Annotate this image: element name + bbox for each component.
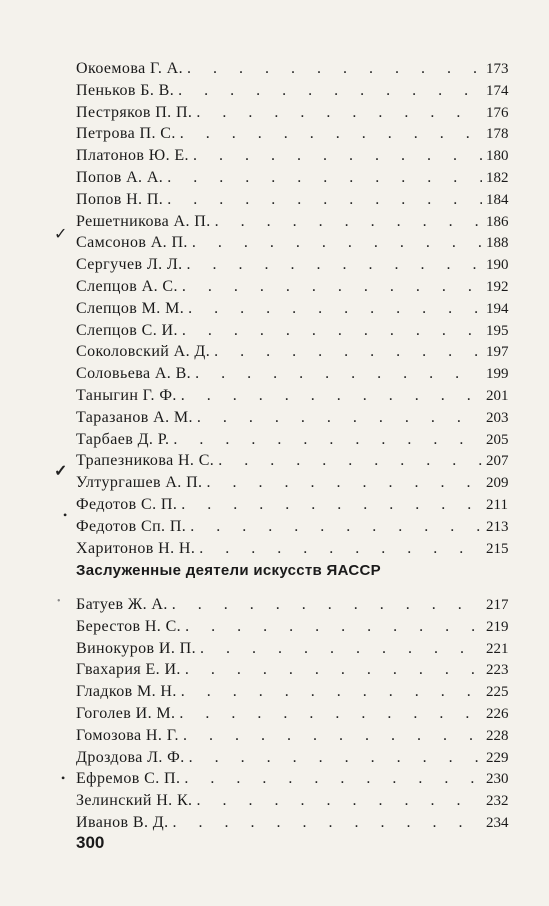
dot-leader [167, 167, 482, 189]
dot-leader [185, 659, 482, 681]
dot-leader [187, 58, 482, 80]
entry-page: 199 [486, 366, 509, 383]
entry-page: 230 [486, 771, 509, 788]
dot-leader [178, 80, 482, 102]
entry-page: 180 [486, 148, 509, 165]
index-entry [76, 494, 516, 516]
section-title: Заслуженные деятели искусств ЯАССР [76, 562, 381, 579]
dot-leader [197, 407, 482, 429]
entry-page: 195 [486, 322, 509, 339]
entry-name: Ултургашев А. П. [76, 474, 203, 492]
entry-page: 221 [486, 640, 509, 657]
entry-page: 188 [486, 235, 509, 252]
index-entry [76, 363, 516, 385]
entry-name: Петрова П. С. [76, 125, 176, 143]
dot-leader [182, 320, 482, 342]
entry-page: 184 [486, 191, 509, 208]
dot-leader [181, 494, 482, 516]
dot-leader [195, 363, 482, 385]
entry-name: Самсонов А. П. [76, 234, 188, 252]
dot-leader [189, 747, 482, 769]
dot-leader [167, 189, 482, 211]
entry-name: Гомозова Н. Г. [76, 726, 179, 744]
index-entry [76, 385, 516, 407]
index-entry [76, 659, 516, 681]
entry-page: 215 [486, 540, 509, 557]
entry-name: Берестов Н. С. [76, 617, 182, 635]
entry-page: 178 [486, 126, 509, 143]
entry-page: 219 [486, 618, 509, 635]
entry-name: Попов Н. П. [76, 190, 164, 208]
dot-leader [179, 703, 482, 725]
index-entry [76, 341, 516, 363]
entry-name: Винокуров И. П. [76, 639, 197, 657]
entry-name: Пестряков П. П. [76, 103, 193, 121]
index-entry [76, 681, 516, 703]
entry-name: Федотов С. П. [76, 495, 178, 513]
entry-name: Таныгин Г. Ф. [76, 386, 177, 404]
index-list-honored-artists [76, 594, 516, 834]
entry-page: 211 [486, 496, 508, 513]
index-entry [76, 429, 516, 451]
index-entry [76, 189, 516, 211]
dot-leader [196, 102, 482, 124]
dot-leader [193, 145, 482, 167]
entry-page: 176 [486, 104, 509, 121]
index-entry [76, 80, 516, 102]
entry-name: Попов А. А. [76, 168, 164, 186]
index-entry [76, 167, 516, 189]
entry-page: 174 [486, 82, 509, 99]
entry-page: 197 [486, 344, 509, 361]
index-entry [76, 812, 516, 834]
entry-name: Таразанов А. М. [76, 408, 193, 426]
entry-name: Пеньков Б. В. [76, 81, 175, 99]
entry-page: 209 [486, 475, 509, 492]
dot-leader [188, 298, 482, 320]
entry-name: Трапезникова Н. С. [76, 452, 215, 470]
dot-leader [182, 276, 482, 298]
index-entry [76, 790, 516, 812]
dot-leader [199, 538, 482, 560]
dot-leader [214, 341, 482, 363]
entry-name: Решетникова А. П. [76, 212, 211, 230]
dot-leader [181, 385, 482, 407]
entry-name: Зелинский Н. К. [76, 792, 193, 810]
entry-page: 182 [486, 169, 509, 186]
dot-leader [206, 472, 482, 494]
entry-name: Федотов Сп. П. [76, 517, 187, 535]
dot-leader [196, 790, 482, 812]
index-entry [76, 616, 516, 638]
entry-name: Соколовский А. Д. [76, 343, 211, 361]
index-entry [76, 725, 516, 747]
index-entry [76, 232, 516, 254]
entry-page: 194 [486, 300, 509, 317]
entry-name: Слепцов А. С. [76, 277, 178, 295]
entry-name: Сергучев Л. Л. [76, 256, 183, 274]
entry-page: 186 [486, 213, 509, 230]
index-entry [76, 516, 516, 538]
dot-leader [173, 812, 482, 834]
index-entry [76, 594, 516, 616]
index-entry [76, 407, 516, 429]
entry-page: 190 [486, 257, 509, 274]
entry-page: 173 [486, 61, 509, 77]
index-entry [76, 472, 516, 494]
index-entry [76, 254, 516, 276]
entry-name: Платонов Ю. Е. [76, 147, 189, 165]
index-entry [76, 638, 516, 660]
entry-page: 192 [486, 278, 509, 295]
entry-name: Дроздова Л. Ф. [76, 748, 185, 766]
index-entry [76, 747, 516, 769]
entry-name: Иванов В. Д. [76, 813, 169, 831]
index-entry [76, 123, 516, 145]
index-entry [76, 320, 516, 342]
dot-leader [180, 123, 482, 145]
index-entry [76, 298, 516, 320]
entry-name: Слепцов М. М. [76, 299, 185, 317]
pen-dot-mark: • [61, 771, 66, 785]
entry-name: Тарбаев Д. Р. [76, 430, 170, 448]
entry-page: 213 [486, 518, 509, 535]
dot-leader [215, 211, 482, 233]
entry-page: 229 [486, 749, 509, 766]
entry-page: 226 [486, 705, 509, 722]
entry-name: Окоемова Г. А. [76, 60, 183, 77]
pen-dot-mark: • [63, 508, 68, 522]
dot-leader [190, 516, 482, 538]
dot-leader [192, 232, 482, 254]
index-entry [76, 450, 516, 472]
index-entry [76, 211, 516, 233]
entry-name: Ефремов С. П. [76, 770, 181, 788]
pen-checkmark: ✓ [54, 226, 68, 243]
pen-dot-mark: • [57, 596, 61, 607]
index-entry [76, 538, 516, 560]
entry-page: 225 [486, 684, 509, 701]
index-entry [76, 703, 516, 725]
entry-name: Харитонов Н. Н. [76, 539, 196, 557]
dot-leader [181, 681, 482, 703]
entry-page: 223 [486, 662, 509, 679]
page-number: 300 [76, 833, 105, 852]
entry-name: Соловьева А. В. [76, 365, 192, 383]
index-entry [76, 768, 516, 790]
index-entry [76, 58, 516, 80]
entry-name: Батуев Ж. А. [76, 596, 168, 613]
dot-leader [173, 429, 482, 451]
index-entry [76, 145, 516, 167]
dot-leader [218, 450, 482, 472]
pen-checkmark: ✓ [54, 463, 68, 480]
entry-page: 217 [486, 597, 509, 613]
dot-leader [185, 616, 482, 638]
entry-page: 234 [486, 814, 509, 831]
entry-page: 228 [486, 727, 509, 744]
entry-page: 201 [486, 387, 509, 404]
entry-page: 207 [486, 453, 509, 470]
entry-page: 232 [486, 793, 509, 810]
entry-name: Гвахария Е. И. [76, 661, 181, 679]
entry-page: 205 [486, 431, 509, 448]
dot-leader [200, 638, 482, 660]
dot-leader [183, 725, 482, 747]
index-entry [76, 102, 516, 124]
entry-name: Гоголев И. М. [76, 704, 176, 722]
dot-leader [172, 594, 482, 616]
dot-leader [187, 254, 482, 276]
index-list-main [76, 58, 516, 559]
entry-name: Гладков М. Н. [76, 683, 177, 701]
entry-page: 203 [486, 409, 509, 426]
index-entry [76, 276, 516, 298]
entry-name: Слепцов С. И. [76, 321, 178, 339]
dot-leader [184, 768, 482, 790]
